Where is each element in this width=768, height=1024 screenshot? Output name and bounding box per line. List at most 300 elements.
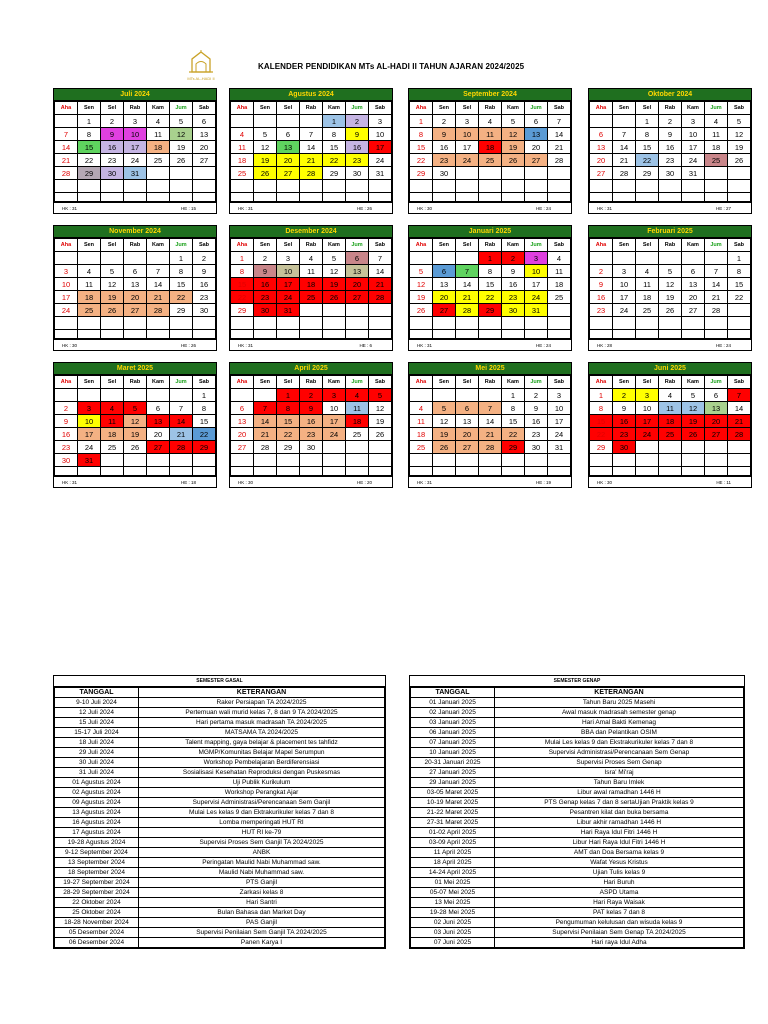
day-cell: 7 bbox=[300, 128, 323, 141]
day-cell bbox=[728, 454, 751, 467]
spacer-cell bbox=[659, 330, 682, 339]
month-summary bbox=[230, 339, 392, 350]
day-cell: 21 bbox=[300, 154, 323, 167]
day-cell bbox=[479, 454, 502, 467]
day-cell: 14 bbox=[254, 415, 277, 428]
day-cell: 30 bbox=[525, 441, 548, 454]
column-header-tanggal: TANGGAL bbox=[55, 688, 139, 698]
day-name: Jum bbox=[346, 376, 369, 389]
table-row bbox=[411, 918, 744, 928]
day-name: Sen bbox=[433, 102, 456, 115]
day-cell: 27 bbox=[433, 304, 456, 317]
month-summary bbox=[589, 202, 751, 213]
table-row bbox=[411, 868, 744, 878]
event-description: Sosialisasi Kesehatan Reproduksi dengan Puskesmas bbox=[139, 768, 385, 778]
spacer-cell bbox=[170, 193, 193, 202]
day-cell: 12 bbox=[410, 278, 433, 291]
day-cell: 11 bbox=[101, 415, 124, 428]
day-cell bbox=[682, 454, 705, 467]
day-name: Jum bbox=[170, 102, 193, 115]
week-row bbox=[590, 167, 751, 180]
day-cell: 25 bbox=[659, 428, 682, 441]
month-summary bbox=[409, 202, 571, 213]
day-cell: 17 bbox=[124, 141, 147, 154]
day-cell: 8 bbox=[502, 402, 525, 415]
event-description: Wafat Yesus Kristus bbox=[495, 858, 744, 868]
day-cell: 8 bbox=[78, 128, 101, 141]
day-cell bbox=[300, 180, 323, 193]
day-cell: 19 bbox=[410, 291, 433, 304]
event-date: 28-29 September 2024 bbox=[55, 888, 139, 898]
column-header-keterangan: KETERANGAN bbox=[495, 688, 744, 698]
table-row bbox=[55, 758, 385, 768]
semester-gasal-table bbox=[53, 675, 386, 949]
day-cell bbox=[682, 317, 705, 330]
day-cell bbox=[705, 441, 728, 454]
table-row bbox=[411, 768, 744, 778]
day-cell: 27 bbox=[193, 154, 216, 167]
spacer-cell bbox=[346, 193, 369, 202]
day-cell bbox=[277, 454, 300, 467]
he-count: HE : 6 bbox=[359, 343, 372, 348]
table-header-row bbox=[55, 688, 385, 698]
day-cell: 1 bbox=[231, 252, 254, 265]
day-name: Aha bbox=[590, 239, 613, 252]
day-cell bbox=[705, 180, 728, 193]
spacer-cell bbox=[300, 193, 323, 202]
week-row bbox=[410, 304, 571, 317]
month-calendar bbox=[229, 362, 393, 488]
day-cell: 16 bbox=[101, 141, 124, 154]
day-cell: 24 bbox=[636, 428, 659, 441]
spacer-cell bbox=[456, 193, 479, 202]
day-cell: 6 bbox=[705, 389, 728, 402]
day-cell: 22 bbox=[590, 428, 613, 441]
event-date: 03 Juni 2025 bbox=[411, 928, 495, 938]
day-cell: 29 bbox=[502, 441, 525, 454]
week-row bbox=[55, 180, 216, 193]
event-description: PTS Genap kelas 7 dan 8 sertaUjian Praktik kelas 9 bbox=[495, 798, 744, 808]
day-cell: 16 bbox=[346, 141, 369, 154]
week-row bbox=[590, 389, 751, 402]
day-name: Sel bbox=[636, 239, 659, 252]
week-row bbox=[590, 128, 751, 141]
day-cell: 26 bbox=[659, 304, 682, 317]
day-name: Kam bbox=[147, 376, 170, 389]
day-cell bbox=[728, 167, 751, 180]
day-cell bbox=[124, 317, 147, 330]
day-cell: 29 bbox=[636, 167, 659, 180]
day-cell: 23 bbox=[101, 154, 124, 167]
day-cell: 22 bbox=[636, 154, 659, 167]
day-cell: 15 bbox=[277, 415, 300, 428]
day-cell: 2 bbox=[659, 115, 682, 128]
hk-count: HK : 30 bbox=[417, 206, 433, 211]
day-cell: 16 bbox=[254, 278, 277, 291]
day-cell: 10 bbox=[525, 265, 548, 278]
event-description: Hari Santri bbox=[139, 898, 385, 908]
day-name: Sab bbox=[728, 239, 751, 252]
day-cell bbox=[590, 115, 613, 128]
day-cell: 16 bbox=[659, 141, 682, 154]
event-date: 30 Juli 2024 bbox=[55, 758, 139, 768]
hk-count: HK : 31 bbox=[417, 480, 433, 485]
day-cell: 14 bbox=[705, 278, 728, 291]
day-cell: 15 bbox=[78, 141, 101, 154]
day-cell bbox=[590, 317, 613, 330]
table-row bbox=[55, 908, 385, 918]
day-cell: 10 bbox=[548, 402, 571, 415]
day-cell: 1 bbox=[277, 389, 300, 402]
table-row bbox=[411, 908, 744, 918]
event-description: Lomba memperingati HUT RI bbox=[139, 818, 385, 828]
month-calendar bbox=[53, 362, 217, 488]
day-cell: 30 bbox=[613, 441, 636, 454]
spacer-cell bbox=[147, 330, 170, 339]
table-row bbox=[55, 928, 385, 938]
day-cell bbox=[613, 180, 636, 193]
month-calendar bbox=[588, 225, 752, 351]
day-cell bbox=[456, 180, 479, 193]
month-summary bbox=[230, 476, 392, 487]
day-name: Kam bbox=[147, 102, 170, 115]
event-date: 01-02 April 2025 bbox=[411, 828, 495, 838]
page-header bbox=[0, 50, 768, 84]
day-name: Sel bbox=[277, 239, 300, 252]
day-cell: 14 bbox=[147, 278, 170, 291]
event-description: Supervisi Administrasi/Perencanaan Sem Ganjil bbox=[139, 798, 385, 808]
day-cell: 22 bbox=[728, 291, 751, 304]
day-cell: 25 bbox=[300, 291, 323, 304]
day-cell: 18 bbox=[479, 141, 502, 154]
day-cell: 1 bbox=[410, 115, 433, 128]
day-cell: 2 bbox=[300, 389, 323, 402]
week-row bbox=[55, 441, 216, 454]
week-row bbox=[231, 317, 392, 330]
spacer-row bbox=[231, 193, 392, 202]
day-cell: 27 bbox=[231, 441, 254, 454]
day-name: Jum bbox=[525, 102, 548, 115]
day-cell bbox=[705, 252, 728, 265]
day-cell bbox=[147, 252, 170, 265]
day-cell: 6 bbox=[456, 402, 479, 415]
day-cell: 17 bbox=[682, 141, 705, 154]
day-cell: 10 bbox=[613, 278, 636, 291]
day-cell: 6 bbox=[682, 265, 705, 278]
table-row bbox=[411, 758, 744, 768]
day-cell bbox=[170, 180, 193, 193]
day-cell: 11 bbox=[231, 141, 254, 154]
table-row bbox=[411, 788, 744, 798]
he-count: HE : 18 bbox=[180, 480, 196, 485]
spacer-cell bbox=[433, 193, 456, 202]
day-name: Rab bbox=[124, 102, 147, 115]
day-cell: 13 bbox=[346, 265, 369, 278]
spacer-cell bbox=[193, 467, 216, 476]
day-name: Sab bbox=[548, 376, 571, 389]
spacer-row bbox=[55, 330, 216, 339]
day-cell: 7 bbox=[479, 402, 502, 415]
event-description: Libur awal ramadhan 1446 H bbox=[495, 788, 744, 798]
day-cell: 2 bbox=[590, 265, 613, 278]
table-row bbox=[55, 788, 385, 798]
week-row bbox=[55, 389, 216, 402]
day-cell: 14 bbox=[613, 141, 636, 154]
day-cell: 21 bbox=[55, 154, 78, 167]
day-cell: 15 bbox=[231, 278, 254, 291]
day-cell: 3 bbox=[636, 389, 659, 402]
spacer-cell bbox=[231, 330, 254, 339]
day-cell: 24 bbox=[682, 154, 705, 167]
month-summary bbox=[230, 202, 392, 213]
day-cell bbox=[456, 252, 479, 265]
day-name: Sel bbox=[456, 239, 479, 252]
day-cell: 18 bbox=[231, 154, 254, 167]
week-row bbox=[410, 180, 571, 193]
he-count: HE : 26 bbox=[356, 206, 372, 211]
spacer-cell bbox=[254, 193, 277, 202]
spacer-cell bbox=[456, 330, 479, 339]
column-header-keterangan: KETERANGAN bbox=[139, 688, 385, 698]
day-cell bbox=[636, 317, 659, 330]
day-cell bbox=[147, 167, 170, 180]
day-cell: 11 bbox=[659, 402, 682, 415]
day-cell: 6 bbox=[525, 115, 548, 128]
day-cell: 17 bbox=[456, 141, 479, 154]
day-cell: 9 bbox=[502, 265, 525, 278]
event-date: 14-24 April 2025 bbox=[411, 868, 495, 878]
day-cell: 9 bbox=[590, 278, 613, 291]
day-cell: 18 bbox=[78, 291, 101, 304]
day-name: Jum bbox=[170, 239, 193, 252]
event-date: 12 Juli 2024 bbox=[55, 708, 139, 718]
spacer-cell bbox=[101, 193, 124, 202]
day-cell: 16 bbox=[613, 415, 636, 428]
event-date: 07 Juni 2025 bbox=[411, 938, 495, 948]
day-name: Kam bbox=[502, 102, 525, 115]
day-cell: 29 bbox=[170, 304, 193, 317]
week-row bbox=[410, 428, 571, 441]
day-cell: 9 bbox=[193, 265, 216, 278]
day-cell bbox=[254, 115, 277, 128]
week-row bbox=[231, 304, 392, 317]
day-cell: 25 bbox=[78, 304, 101, 317]
day-cell: 23 bbox=[659, 154, 682, 167]
day-cell: 14 bbox=[300, 141, 323, 154]
table-row bbox=[411, 858, 744, 868]
day-cell: 8 bbox=[277, 402, 300, 415]
event-description: Workshop Perangkat Ajar bbox=[139, 788, 385, 798]
day-cell bbox=[705, 454, 728, 467]
spacer-cell bbox=[682, 193, 705, 202]
table-row bbox=[55, 878, 385, 888]
day-name: Sab bbox=[369, 239, 392, 252]
day-name: Rab bbox=[659, 102, 682, 115]
spacer-cell bbox=[410, 330, 433, 339]
day-name: Sel bbox=[636, 102, 659, 115]
day-cell: 19 bbox=[728, 141, 751, 154]
week-row bbox=[55, 317, 216, 330]
day-cell: 7 bbox=[548, 115, 571, 128]
week-row bbox=[231, 115, 392, 128]
day-cell: 11 bbox=[705, 128, 728, 141]
he-count: HE : 27 bbox=[715, 206, 731, 211]
week-row bbox=[410, 265, 571, 278]
he-count: HE : 24 bbox=[535, 343, 551, 348]
spacer-cell bbox=[124, 330, 147, 339]
week-row bbox=[590, 141, 751, 154]
day-cell: 28 bbox=[55, 167, 78, 180]
day-cell: 9 bbox=[254, 265, 277, 278]
spacer-cell bbox=[369, 193, 392, 202]
day-cell bbox=[101, 252, 124, 265]
day-cell: 8 bbox=[636, 128, 659, 141]
week-row bbox=[410, 167, 571, 180]
day-cell: 14 bbox=[728, 402, 751, 415]
table-row bbox=[411, 848, 744, 858]
day-cell: 8 bbox=[170, 265, 193, 278]
day-names-row bbox=[590, 239, 751, 252]
semester-gasal-title: SEMESTER GASAL bbox=[54, 676, 385, 687]
event-date: 20-31 Januari 2025 bbox=[411, 758, 495, 768]
day-cell: 12 bbox=[659, 278, 682, 291]
day-cell: 7 bbox=[456, 265, 479, 278]
day-cell bbox=[55, 317, 78, 330]
day-cell: 28 bbox=[456, 304, 479, 317]
week-row bbox=[590, 304, 751, 317]
spacer-cell bbox=[590, 193, 613, 202]
event-description: Tahun Baru 2025 Masehi bbox=[495, 698, 744, 708]
day-cell bbox=[254, 180, 277, 193]
day-cell bbox=[124, 454, 147, 467]
day-cell bbox=[682, 180, 705, 193]
day-cell: 8 bbox=[479, 265, 502, 278]
day-cell: 24 bbox=[323, 428, 346, 441]
day-cell bbox=[636, 454, 659, 467]
hk-count: HK : 28 bbox=[597, 343, 613, 348]
day-cell: 4 bbox=[78, 265, 101, 278]
day-cell: 16 bbox=[300, 415, 323, 428]
event-date: 02 Juni 2025 bbox=[411, 918, 495, 928]
day-cell: 3 bbox=[548, 389, 571, 402]
day-cell bbox=[613, 115, 636, 128]
day-cell: 3 bbox=[55, 265, 78, 278]
day-cell bbox=[323, 454, 346, 467]
day-name: Aha bbox=[231, 239, 254, 252]
event-description: Supervisi Administrasi/Perencanaan Sem Genap bbox=[495, 748, 744, 758]
day-cell: 22 bbox=[277, 428, 300, 441]
day-names-row bbox=[590, 376, 751, 389]
spacer-cell bbox=[300, 467, 323, 476]
day-name: Sel bbox=[101, 239, 124, 252]
day-cell bbox=[323, 317, 346, 330]
day-cell: 11 bbox=[78, 278, 101, 291]
day-cell: 22 bbox=[193, 428, 216, 441]
day-cell bbox=[170, 454, 193, 467]
day-name: Rab bbox=[124, 376, 147, 389]
spacer-cell bbox=[277, 193, 300, 202]
week-row bbox=[55, 304, 216, 317]
day-cell: 20 bbox=[525, 141, 548, 154]
day-cell bbox=[479, 389, 502, 402]
table-row bbox=[411, 728, 744, 738]
event-description: AMT dan Doa Bersama kelas 9 bbox=[495, 848, 744, 858]
spacer-cell bbox=[124, 193, 147, 202]
day-cell: 24 bbox=[369, 154, 392, 167]
week-row bbox=[410, 128, 571, 141]
day-cell: 20 bbox=[433, 291, 456, 304]
day-name: Kam bbox=[323, 376, 346, 389]
day-cell: 22 bbox=[502, 428, 525, 441]
day-cell bbox=[277, 180, 300, 193]
event-date: 01 Januari 2025 bbox=[411, 698, 495, 708]
day-cell bbox=[433, 180, 456, 193]
day-cell: 27 bbox=[525, 154, 548, 167]
table-row bbox=[55, 728, 385, 738]
spacer-cell bbox=[636, 330, 659, 339]
day-cell: 28 bbox=[369, 291, 392, 304]
spacer-cell bbox=[193, 330, 216, 339]
day-cell: 24 bbox=[277, 291, 300, 304]
week-row bbox=[590, 454, 751, 467]
event-description: Isra' Mi'raj bbox=[495, 768, 744, 778]
day-cell: 29 bbox=[277, 441, 300, 454]
table-row bbox=[411, 928, 744, 938]
event-date: 03-09 April 2025 bbox=[411, 838, 495, 848]
day-cell bbox=[193, 180, 216, 193]
day-name: Rab bbox=[300, 102, 323, 115]
day-name: Kam bbox=[502, 239, 525, 252]
day-cell: 10 bbox=[55, 278, 78, 291]
week-row bbox=[590, 252, 751, 265]
spacer-cell bbox=[433, 467, 456, 476]
day-cell bbox=[346, 180, 369, 193]
day-cell: 6 bbox=[147, 402, 170, 415]
day-cell: 24 bbox=[456, 154, 479, 167]
day-cell bbox=[101, 180, 124, 193]
spacer-cell bbox=[548, 193, 571, 202]
spacer-cell bbox=[124, 467, 147, 476]
day-name: Jum bbox=[525, 376, 548, 389]
day-name: Sel bbox=[101, 102, 124, 115]
he-count: HE : 19 bbox=[535, 480, 551, 485]
day-cell: 16 bbox=[590, 291, 613, 304]
day-names-row bbox=[590, 102, 751, 115]
month-title: Desember 2024 bbox=[230, 226, 392, 238]
week-row bbox=[410, 141, 571, 154]
day-cell: 29 bbox=[590, 441, 613, 454]
day-cell: 5 bbox=[101, 265, 124, 278]
day-cell: 26 bbox=[170, 154, 193, 167]
week-row bbox=[410, 154, 571, 167]
table-row bbox=[411, 708, 744, 718]
spacer-cell bbox=[502, 193, 525, 202]
day-name: Sen bbox=[254, 376, 277, 389]
day-cell: 19 bbox=[254, 154, 277, 167]
day-cell: 28 bbox=[548, 154, 571, 167]
day-cell: 5 bbox=[124, 402, 147, 415]
day-name: Aha bbox=[231, 102, 254, 115]
day-cell bbox=[479, 180, 502, 193]
day-cell bbox=[55, 252, 78, 265]
month-calendar bbox=[53, 225, 217, 351]
day-cell: 3 bbox=[78, 402, 101, 415]
spacer-cell bbox=[479, 193, 502, 202]
day-name: Sab bbox=[193, 376, 216, 389]
day-cell: 25 bbox=[479, 154, 502, 167]
week-row bbox=[55, 265, 216, 278]
day-cell: 18 bbox=[548, 278, 571, 291]
